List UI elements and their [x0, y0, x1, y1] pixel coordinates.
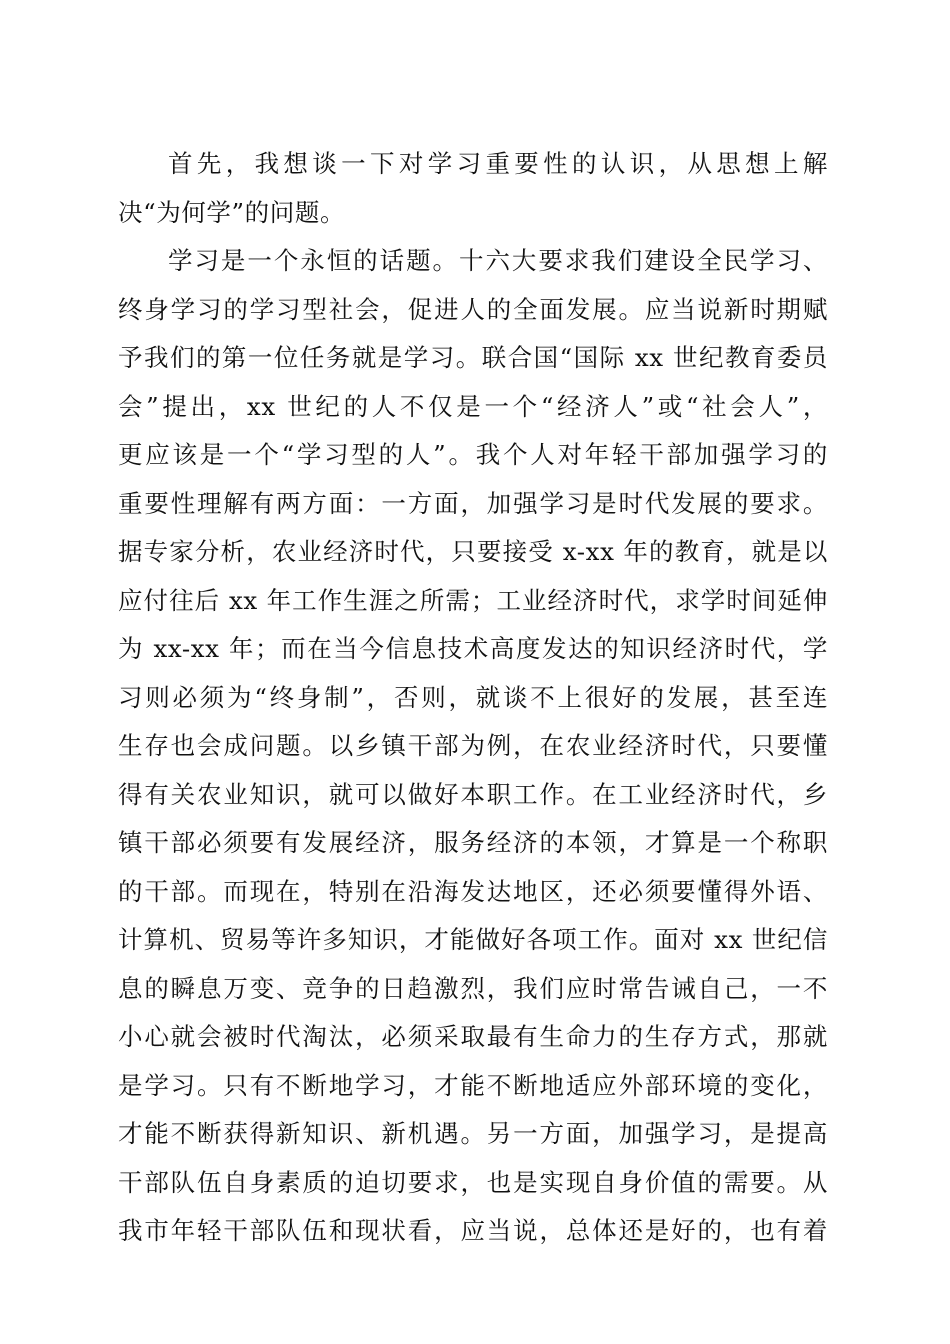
paragraph-1-line-2: 决“为何学”的问题。 — [118, 197, 346, 227]
paragraph-2-line-14: 的干部。而现在，特别在沿海发达地区，还必须要懂得外语、 — [118, 876, 828, 906]
paragraph-2-line-8: 应付往后 xx 年工作生涯之所需；工业经济时代，求学时间延伸 — [118, 585, 828, 615]
paragraph-2-line-12: 得有关农业知识，就可以做好本职工作。在工业经济时代，乡 — [118, 779, 828, 809]
paragraph-1-line-1: 首先，我想谈一下对学习重要性的认识，从思想上解 — [168, 149, 828, 178]
document-body — [118, 140, 828, 1256]
paragraph-2-line-20: 干部队伍自身素质的迫切要求，也是实现自身价值的需要。从 — [118, 1167, 828, 1197]
paragraph-2-line-18: 是学习。只有不断地学习，才能不断地适应外部环境的变化， — [118, 1070, 828, 1100]
paragraph-2-line-17: 小心就会被时代淘汰，必须采取最有生命力的生存方式，那就 — [118, 1022, 828, 1051]
paragraph-2-line-6: 重要性理解有两方面：一方面，加强学习是时代发展的要求。 — [118, 488, 828, 518]
paragraph-2-line-10: 习则必须为“终身制”，否则，就谈不上很好的发展，甚至连 — [118, 682, 828, 712]
paragraph-2-line-7: 据专家分析，农业经济时代，只要接受 x-xx 年的教育，就是以 — [118, 537, 828, 566]
paragraph-2-line-2: 终身学习的学习型社会，促进人的全面发展。应当说新时期赋 — [118, 294, 828, 324]
paragraph-2-line-15: 计算机、贸易等许多知识，才能做好各项工作。面对 xx 世纪信 — [118, 925, 828, 954]
paragraph-2-line-5: 更应该是一个“学习型的人”。我个人对年轻干部加强学习的 — [118, 440, 828, 469]
paragraph-2-line-1: 学习是一个永恒的话题。十六大要求我们建设全民学习、 — [168, 246, 828, 275]
paragraph-2-line-16: 息的瞬息万变、竞争的日趋激烈，我们应时常告诫自己，一不 — [118, 973, 828, 1003]
paragraph-2-line-9: 为 xx-xx 年；而在当今信息技术高度发达的知识经济时代，学 — [118, 634, 828, 663]
paragraph-2-line-11: 生存也会成问题。以乡镇干部为例，在农业经济时代，只要懂 — [118, 731, 828, 760]
paragraph-2-line-4: 会”提出，xx 世纪的人不仅是一个“经济人”或“社会人”， — [118, 391, 828, 421]
paragraph-2-line-21: 我市年轻干部队伍和现状看，应当说，总体还是好的，也有着 — [118, 1216, 828, 1245]
paragraph-2-line-3: 予我们的第一位任务就是学习。联合国“国际 xx 世纪教育委员 — [118, 343, 828, 372]
paragraph-2-line-19: 才能不断获得新知识、新机遇。另一方面，加强学习，是提高 — [118, 1119, 828, 1148]
paragraph-2-line-13: 镇干部必须要有发展经济，服务经济的本领，才算是一个称职 — [118, 828, 828, 857]
